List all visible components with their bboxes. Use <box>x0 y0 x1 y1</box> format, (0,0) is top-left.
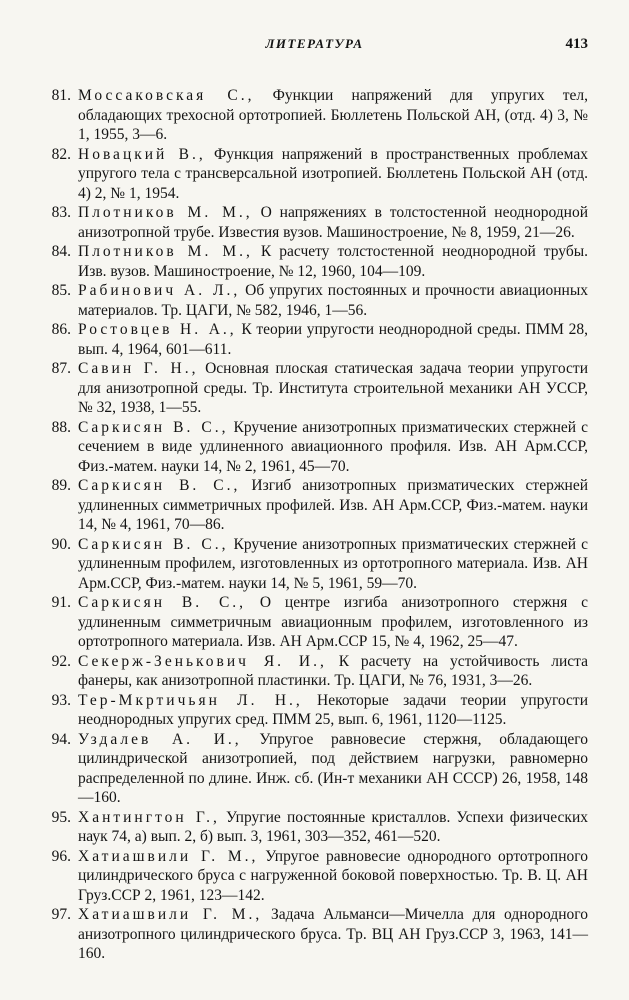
reference-author: Новацкий В., <box>78 145 206 163</box>
reference-author: Секерж-Зенькович Я. И., <box>78 652 327 670</box>
reference-entry-84 <box>40 242 588 281</box>
reference-number: 85. <box>51 282 71 299</box>
reference-entry-90 <box>40 535 588 594</box>
reference-entry-92 <box>40 652 588 691</box>
reference-author: Хатиашвили Г. М., <box>78 906 263 923</box>
reference-number: 81. <box>51 87 71 104</box>
reference-text: Некоторые задачи теории упругости неоднородных упругих сред. ПММ 25, вып. 6, 1961, 1120—1125. <box>78 691 588 728</box>
reference-author: Плотников М. М., <box>78 243 253 260</box>
reference-text: К теории упругости неоднородной среды. ПММ 28, вып. 4, 1964, 601—611. <box>78 321 588 358</box>
reference-author: Саркисян В. С., <box>78 477 241 494</box>
reference-number: 82. <box>51 145 71 163</box>
reference-author: Саркисян В. С., <box>78 418 229 436</box>
reference-number: 90. <box>51 535 71 553</box>
page-header <box>0 36 629 56</box>
reference-author: Ростовцев Н. А., <box>78 321 237 338</box>
page-number: 413 <box>565 36 588 52</box>
reference-text: К расчету толстостенной неоднородной трубы. Изв. вузов. Машиностроение, № 12, 1960, 104—109. <box>78 243 588 280</box>
reference-text: Упругие постоянные кристаллов. Успехи физических наук 74, а) вып. 2, б) вып. 3, 1961, 303—352, 461—520. <box>78 808 588 845</box>
reference-author: Саркисян В. С., <box>78 535 229 553</box>
reference-author: Рабинович А. Л., <box>78 282 241 299</box>
running-head-title: ЛИТЕРАТУРА <box>265 36 364 51</box>
reference-number: 92. <box>51 652 71 670</box>
reference-author: Плотников М. М., <box>78 204 253 221</box>
reference-text: Упругое равновесие однородного ортотропного цилиндрического бруса с нагруженной боковой поверхностью. Тр. В. Ц. АН Груз.ССР 2, 1961, 123—142. <box>78 847 588 904</box>
reference-text: О центре изгиба анизотропного стержня с удлиненным симметричным авиационным профилем, изготовленного из ортотропного материала. Изв. АН Арм.ССР 15, № 4, 1962, 25—47. <box>78 594 588 650</box>
reference-entry-83 <box>40 203 588 242</box>
reference-number: 95. <box>51 808 71 826</box>
reference-entry-95 <box>40 808 588 847</box>
reference-number: 83. <box>51 204 71 221</box>
reference-number: 93. <box>51 691 71 709</box>
reference-author: Уздалев А. И., <box>78 730 242 748</box>
reference-text: К расчету на устойчивость листа фанеры, как анизотропной пластинки. Тр. ЦАГИ, № 76, 1931, 3—26. <box>78 652 588 689</box>
reference-entry-91 <box>40 593 588 652</box>
reference-text: Основная плоская статическая задача теории упругости для анизотропной среды. Тр. Института строительной механики АН УССР, № 32, 1938, 1—55. <box>78 360 588 416</box>
reference-entry-85 <box>40 281 588 320</box>
reference-entry-89 <box>40 476 588 535</box>
reference-number: 96. <box>51 847 71 865</box>
reference-entry-82 <box>40 145 588 204</box>
reference-list <box>40 86 588 964</box>
reference-author: Хатиашвили Г. М., <box>78 847 259 865</box>
reference-entry-87 <box>40 359 588 418</box>
reference-entry-81 <box>40 86 588 145</box>
reference-author: Моссаковская С., <box>78 87 255 104</box>
reference-text: Функции напряжений для упругих тел, обладающих трехосной ортотропией. Бюллетень Польской АН, (отд. 4) 3, № 1, 1955, 3—6. <box>78 87 588 143</box>
reference-entry-88 <box>40 418 588 477</box>
reference-entry-93 <box>40 691 588 730</box>
reference-number: 91. <box>51 594 71 611</box>
reference-entry-86 <box>40 320 588 359</box>
reference-text: Функция напряжений в пространственных проблемах упругого тела с трансверсальной изотропией. Бюллетень Польской АН (отд. 4) 2, № 1, 1954. <box>78 145 588 202</box>
reference-text: О напряжениях в толстостенной неоднородной анизотропной трубе. Известия вузов. Машиностроение, № 8, 1959, 21—26. <box>78 204 588 241</box>
reference-entry-96 <box>40 847 588 906</box>
reference-author: Саркисян В. С., <box>78 594 247 611</box>
reference-number: 88. <box>51 418 71 436</box>
reference-text: Упругое равновесие стержня, обладающего цилиндрической анизотропией, под действием нагрузки, равномерно распределенной по длине. Инж. сб. (Ин-т механики АН СССР) 26, 1958, 148—160. <box>78 730 588 806</box>
reference-entry-97 <box>40 905 588 964</box>
reference-number: 86. <box>51 321 71 338</box>
reference-author: Тер-Мкртичьян Л. Н., <box>78 691 303 709</box>
reference-text: Кручение анизотропных призматических стержней с удлиненным профилем, изготовленных из ортотропного материала. Изв. АН Арм.ССР, Физ.-матем. науки 14, № 5, 1961, 59—70. <box>78 535 588 592</box>
reference-number: 89. <box>51 477 71 494</box>
reference-author: Савин Г. Н., <box>78 360 199 377</box>
reference-number: 97. <box>51 906 71 923</box>
reference-number: 94. <box>51 730 71 748</box>
reference-text: Кручение анизотропных призматических стержней с сечением в виде удлиненного авиационного профиля. Изв. АН Арм.ССР, Физ.-матем. науки 14, № 2, 1961, 45—70. <box>78 418 588 475</box>
reference-entry-94 <box>40 730 588 808</box>
reference-text: Изгиб анизотропных призматических стержней удлиненных симметричных профилей. Изв. АН Арм.ССР, Физ.-матем. науки 14, № 4, 1961, 70—86. <box>78 477 588 533</box>
reference-text: Об упругих постоянных и прочности авиационных материалов. Тр. ЦАГИ, № 582, 1946, 1—56. <box>78 282 589 319</box>
reference-author: Хантингтон Г., <box>78 808 220 826</box>
reference-number: 84. <box>51 243 71 260</box>
reference-number: 87. <box>51 360 71 377</box>
reference-text: Задача Альманси—Мичелла для однородного анизотропного цилиндрического бруса. Тр. ВЦ АН Груз.ССР 3, 1963, 141—160. <box>78 906 588 962</box>
